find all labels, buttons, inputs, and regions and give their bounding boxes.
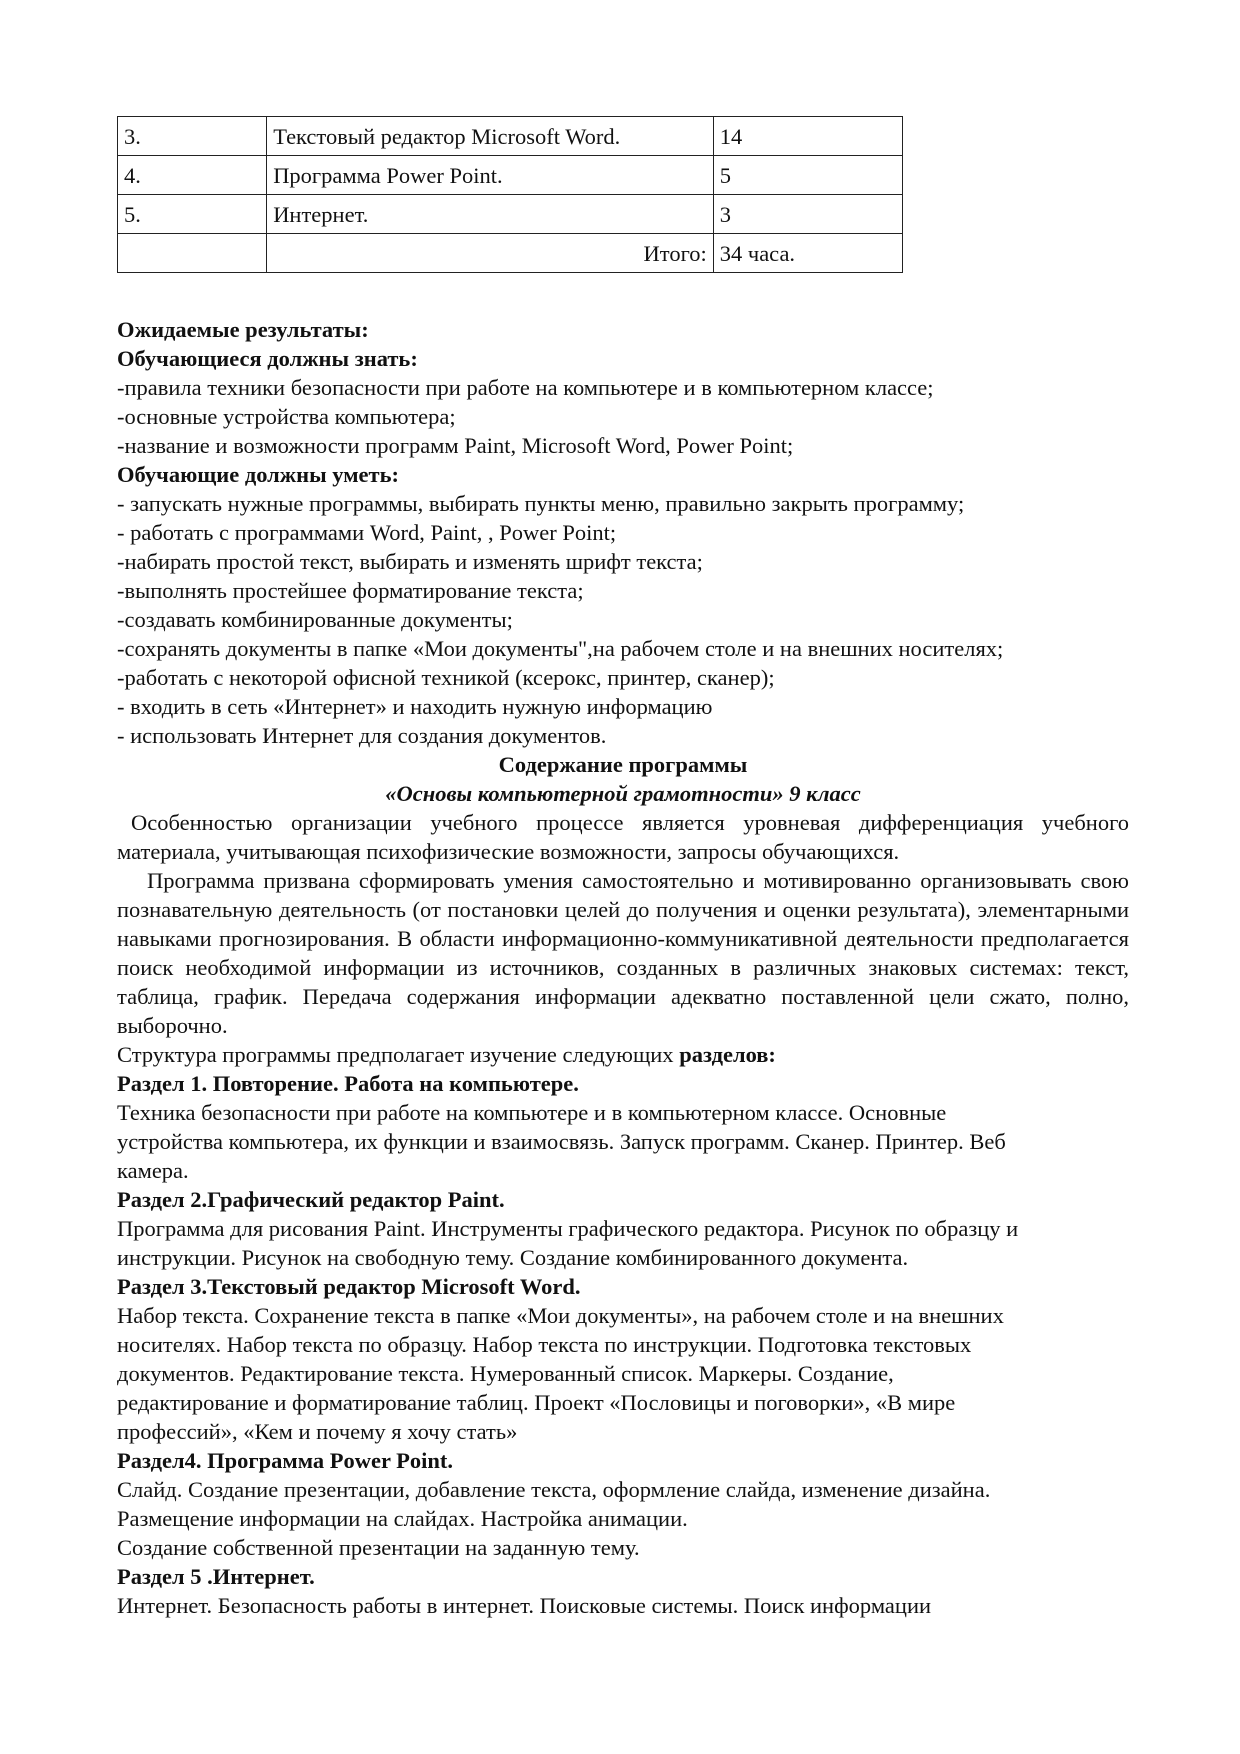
structure-bold: разделов: xyxy=(679,1042,776,1067)
section-line: Создание собственной презентации на заданную тему. xyxy=(117,1535,640,1560)
can-item: -набирать простой текст, выбирать и изменять шрифт текста; xyxy=(117,549,703,574)
know-item: -название и возможности программ Paint, Microsoft Word, Power Point; xyxy=(117,433,794,458)
hours-table xyxy=(117,116,903,273)
can-item: - использовать Интернет для создания документов. xyxy=(117,723,607,748)
section-line: устройства компьютера, их функции и взаимосвязь. Запуск программ. Сканер. Принтер. Веб xyxy=(117,1129,1006,1154)
section-line: профессий», «Кем и почему я хочу стать» xyxy=(117,1419,518,1444)
row-hours: 5 xyxy=(713,156,902,195)
row-topic: Интернет. xyxy=(267,195,714,234)
row-number: 4. xyxy=(118,156,267,195)
section-heading: Раздел4. Программа Power Point. xyxy=(117,1448,454,1473)
table-total-row xyxy=(118,234,903,273)
table-row xyxy=(118,156,903,195)
total-value: 34 часа. xyxy=(713,234,902,273)
section-line: камера. xyxy=(117,1158,189,1183)
row-topic: Текстовый редактор Microsoft Word. xyxy=(267,117,714,156)
paragraph-organization: Особенностью организации учебного процессе является уровневая дифференциация учебного материала, учитывающая психофизические возможности, запросы обучающихся. xyxy=(117,810,1129,864)
empty-cell xyxy=(118,234,267,273)
section-heading: Раздел 1. Повторение. Работа на компьютере. xyxy=(117,1071,579,1096)
section-heading: Раздел 5 .Интернет. xyxy=(117,1564,315,1589)
row-hours: 14 xyxy=(713,117,902,156)
section-line: Программа для рисования Paint. Инструменты графического редактора. Рисунок по образцу и xyxy=(117,1216,1019,1241)
document-page xyxy=(117,118,1129,1620)
section-line: Слайд. Создание презентации, добавление текста, оформление слайда, изменение дизайна. xyxy=(117,1477,991,1502)
structure-text: Структура программы предполагает изучение следующих xyxy=(117,1042,680,1067)
results-heading: Ожидаемые результаты: xyxy=(117,317,369,342)
can-item: - работать с программами Word, Paint, , Power Point; xyxy=(117,520,617,545)
can-item: -сохранять документы в папке «Мои документы",на рабочем столе и на внешних носителях; xyxy=(117,636,1004,661)
content-subtitle: «Основы компьютерной грамотности» 9 класс xyxy=(385,781,861,806)
section-line: Техника безопасности при работе на компьютере и в компьютерном классе. Основные xyxy=(117,1100,947,1125)
section-line: носителях. Набор текста по образцу. Набор текста по инструкции. Подготовка текстовых xyxy=(117,1332,972,1357)
table-row xyxy=(118,195,903,234)
row-number: 3. xyxy=(118,117,267,156)
can-item: - входить в сеть «Интернет» и находить нужную информацию xyxy=(117,694,713,719)
section-line: редактирование и форматирование таблиц. Проект «Пословицы и поговорки», «В мире xyxy=(117,1390,956,1415)
can-item: -создавать комбинированные документы; xyxy=(117,607,513,632)
structure-line xyxy=(117,1040,1129,1069)
row-hours: 3 xyxy=(713,195,902,234)
paragraph-purpose: Программа призвана сформировать умения самостоятельно и мотивированно организовывать свою познавательную деятельность (от постановки целей до получения и оценки результата), элементарными навыками прогнозирования. В области информационно-коммуникативной деятельности предполагается поиск необходимой информации из источников, созданных в различных знаковых системах: текст, таблица, график. Передача содержания информации адекватно поставленной цели сжато, полно, выборочно. xyxy=(117,868,1129,1038)
section-line: Набор текста. Сохранение текста в папке «Мои документы», на рабочем столе и на внешних xyxy=(117,1303,1004,1328)
row-topic: Программа Power Point. xyxy=(267,156,714,195)
can-item: -выполнять простейшее форматирование текста; xyxy=(117,578,584,603)
section-line: документов. Редактирование текста. Нумерованный список. Маркеры. Создание, xyxy=(117,1361,894,1386)
know-item: -основные устройства компьютера; xyxy=(117,404,456,429)
row-number: 5. xyxy=(118,195,267,234)
can-item: - запускать нужные программы, выбирать пункты меню, правильно закрыть программу; xyxy=(117,491,965,516)
can-heading: Обучающие должны уметь: xyxy=(117,462,399,487)
section-heading: Раздел 3.Текстовый редактор Microsoft Word. xyxy=(117,1274,581,1299)
can-item: -работать с некоторой офисной техникой (ксерокс, принтер, сканер); xyxy=(117,665,775,690)
know-item: -правила техники безопасности при работе на компьютере и в компьютерном классе; xyxy=(117,375,934,400)
know-heading: Обучающиеся должны знать: xyxy=(117,346,418,371)
total-label: Итого: xyxy=(267,234,714,273)
section-line: инструкции. Рисунок на свободную тему. Создание комбинированного документа. xyxy=(117,1245,909,1270)
content-title: Содержание программы xyxy=(498,752,748,777)
table-row xyxy=(118,117,903,156)
section-line: Интернет. Безопасность работы в интернет. Поисковые системы. Поиск информации xyxy=(117,1593,932,1618)
section-heading: Раздел 2.Графический редактор Paint. xyxy=(117,1187,505,1212)
section-line: Размещение информации на слайдах. Настройка анимации. xyxy=(117,1506,688,1531)
